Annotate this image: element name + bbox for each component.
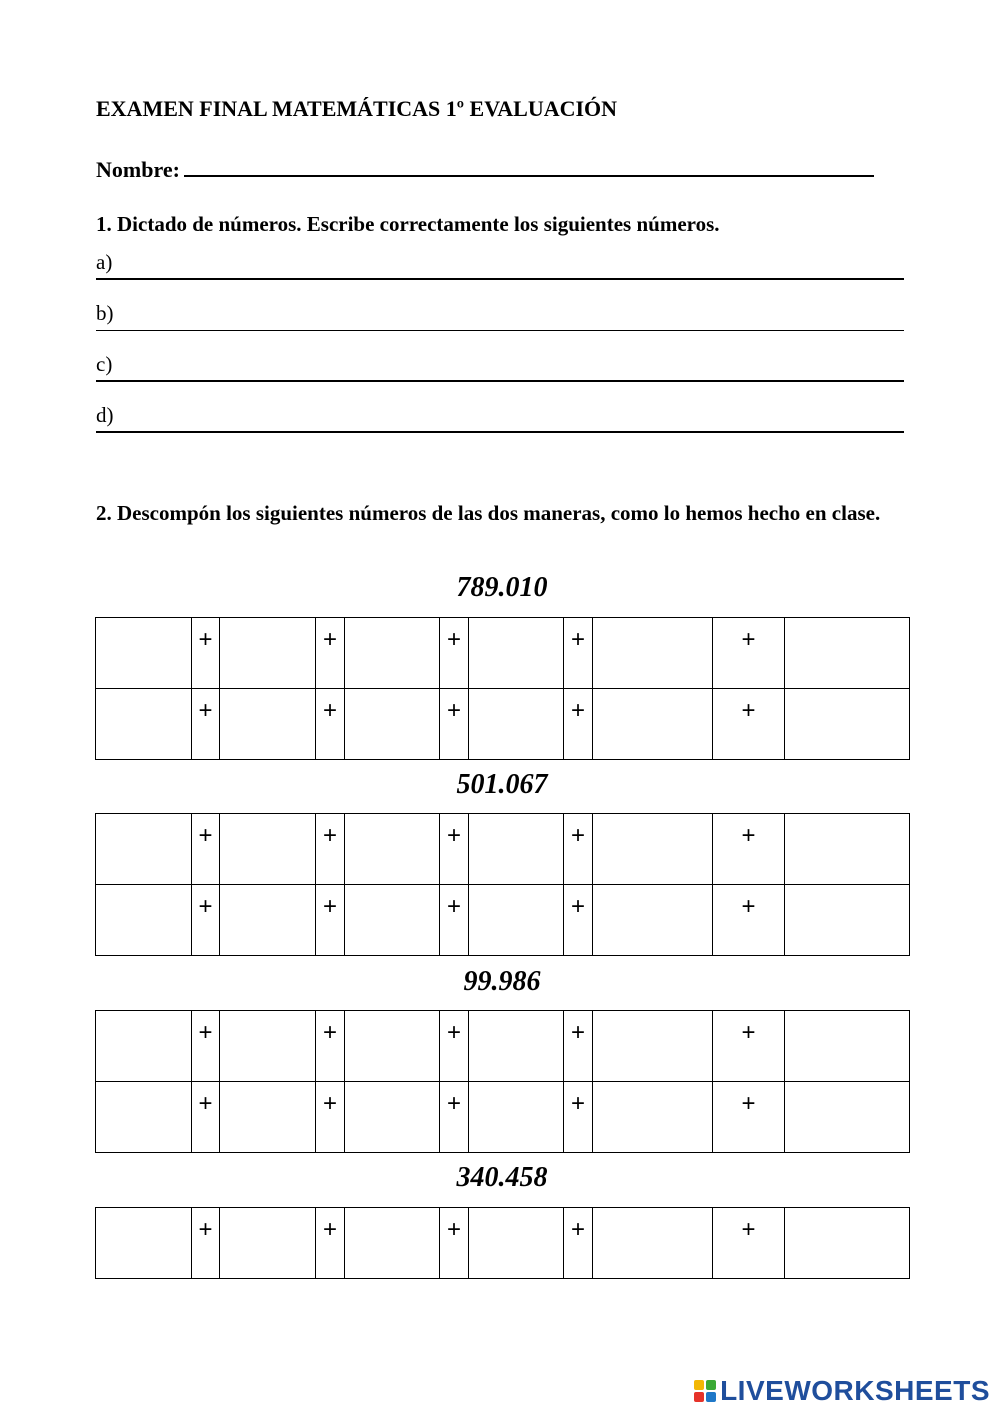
answer-label-c: c) [96,352,113,376]
plus-sign: + [440,1208,469,1279]
answer-cell[interactable] [785,885,910,956]
answer-label-b: b) [96,301,114,325]
answer-cell[interactable] [593,814,713,885]
logo-text: LIVEWORKSHEETS [720,1375,990,1406]
answer-cell[interactable] [785,618,910,689]
decompose-table-1 [95,617,910,760]
plus-sign: + [713,1011,785,1082]
plus-sign: + [316,885,345,956]
plus-sign: + [192,1208,220,1279]
plus-sign: + [316,689,345,760]
logo-square-yellow [694,1380,704,1390]
answer-cell[interactable] [96,1011,192,1082]
answer-line-d[interactable] [96,403,904,433]
answer-cell[interactable] [785,1208,910,1279]
plus-sign: + [564,885,593,956]
logo-square-green [706,1380,716,1390]
answer-cell[interactable] [593,1082,713,1153]
answer-cell[interactable] [785,1082,910,1153]
plus-sign: + [440,689,469,760]
answer-cell[interactable] [345,1011,440,1082]
plus-sign: + [564,689,593,760]
answer-cell[interactable] [345,1208,440,1279]
answer-cell[interactable] [469,885,564,956]
answer-cell[interactable] [345,814,440,885]
plus-sign: + [564,814,593,885]
plus-sign: + [192,689,220,760]
decompose-table-4 [95,1207,910,1279]
plus-sign: + [316,1011,345,1082]
plus-sign: + [440,814,469,885]
answer-cell[interactable] [469,1011,564,1082]
answer-cell[interactable] [469,618,564,689]
answer-cell[interactable] [220,814,316,885]
plus-sign: + [564,1082,593,1153]
liveworksheets-logo [694,1375,990,1407]
decompose-number-1: 789.010 [456,572,548,603]
answer-cell[interactable] [220,618,316,689]
decompose-number-4: 340.458 [456,1162,548,1193]
plus-sign: + [192,1011,220,1082]
answer-cell[interactable] [96,618,192,689]
plus-sign: + [192,618,220,689]
plus-sign: + [713,1208,785,1279]
question-2-text: 2. Descompón los siguientes números de las dos maneras, como lo hemos hecho en clase. [96,501,881,525]
answer-cell[interactable] [96,885,192,956]
answer-cell[interactable] [469,689,564,760]
answer-cell[interactable] [220,1208,316,1279]
answer-cell[interactable] [785,814,910,885]
decompose-table-2 [95,813,910,956]
answer-cell[interactable] [469,1082,564,1153]
answer-cell[interactable] [593,885,713,956]
plus-sign: + [316,618,345,689]
logo-mark-icon [694,1380,716,1402]
answer-line-a[interactable] [96,250,904,280]
plus-sign: + [440,1011,469,1082]
name-field [96,155,874,183]
plus-sign: + [316,1208,345,1279]
answer-cell[interactable] [593,1208,713,1279]
plus-sign: + [713,689,785,760]
answer-cell[interactable] [469,814,564,885]
answer-cell[interactable] [220,1011,316,1082]
logo-square-blue [706,1392,716,1402]
answer-cell[interactable] [96,1208,192,1279]
answer-line-b[interactable] [96,301,904,331]
answer-cell[interactable] [469,1208,564,1279]
answer-cell[interactable] [345,689,440,760]
plus-sign: + [564,1011,593,1082]
plus-sign: + [316,1082,345,1153]
plus-sign: + [564,618,593,689]
answer-cell[interactable] [220,1082,316,1153]
answer-label-d: d) [96,403,114,427]
answer-cell[interactable] [593,689,713,760]
plus-sign: + [192,1082,220,1153]
decompose-number-2: 501.067 [456,769,548,800]
decompose-number-3: 99.986 [463,966,541,997]
answer-cell[interactable] [96,814,192,885]
logo-square-red [694,1392,704,1402]
plus-sign: + [192,885,220,956]
answer-cell[interactable] [785,689,910,760]
answer-cell[interactable] [220,885,316,956]
answer-cell[interactable] [96,1082,192,1153]
decompose-table-3 [95,1010,910,1153]
answer-cell[interactable] [345,885,440,956]
plus-sign: + [713,618,785,689]
answer-cell[interactable] [220,689,316,760]
plus-sign: + [192,814,220,885]
plus-sign: + [440,885,469,956]
plus-sign: + [713,885,785,956]
answer-cell[interactable] [785,1011,910,1082]
answer-cell[interactable] [96,689,192,760]
exam-title: EXAMEN FINAL MATEMÁTICAS 1º EVALUACIÓN [96,96,618,121]
question-1-text: 1. Dictado de números. Escribe correctamente los siguientes números. [96,212,720,236]
answer-cell[interactable] [345,618,440,689]
plus-sign: + [713,814,785,885]
answer-label-a: a) [96,250,113,274]
name-blank-line[interactable] [184,155,874,177]
plus-sign: + [564,1208,593,1279]
answer-cell[interactable] [593,1011,713,1082]
answer-cell[interactable] [345,1082,440,1153]
answer-line-c[interactable] [96,352,904,382]
plus-sign: + [316,814,345,885]
plus-sign: + [440,1082,469,1153]
plus-sign: + [713,1082,785,1153]
answer-cell[interactable] [593,618,713,689]
plus-sign: + [440,618,469,689]
name-label: Nombre: [96,157,180,182]
